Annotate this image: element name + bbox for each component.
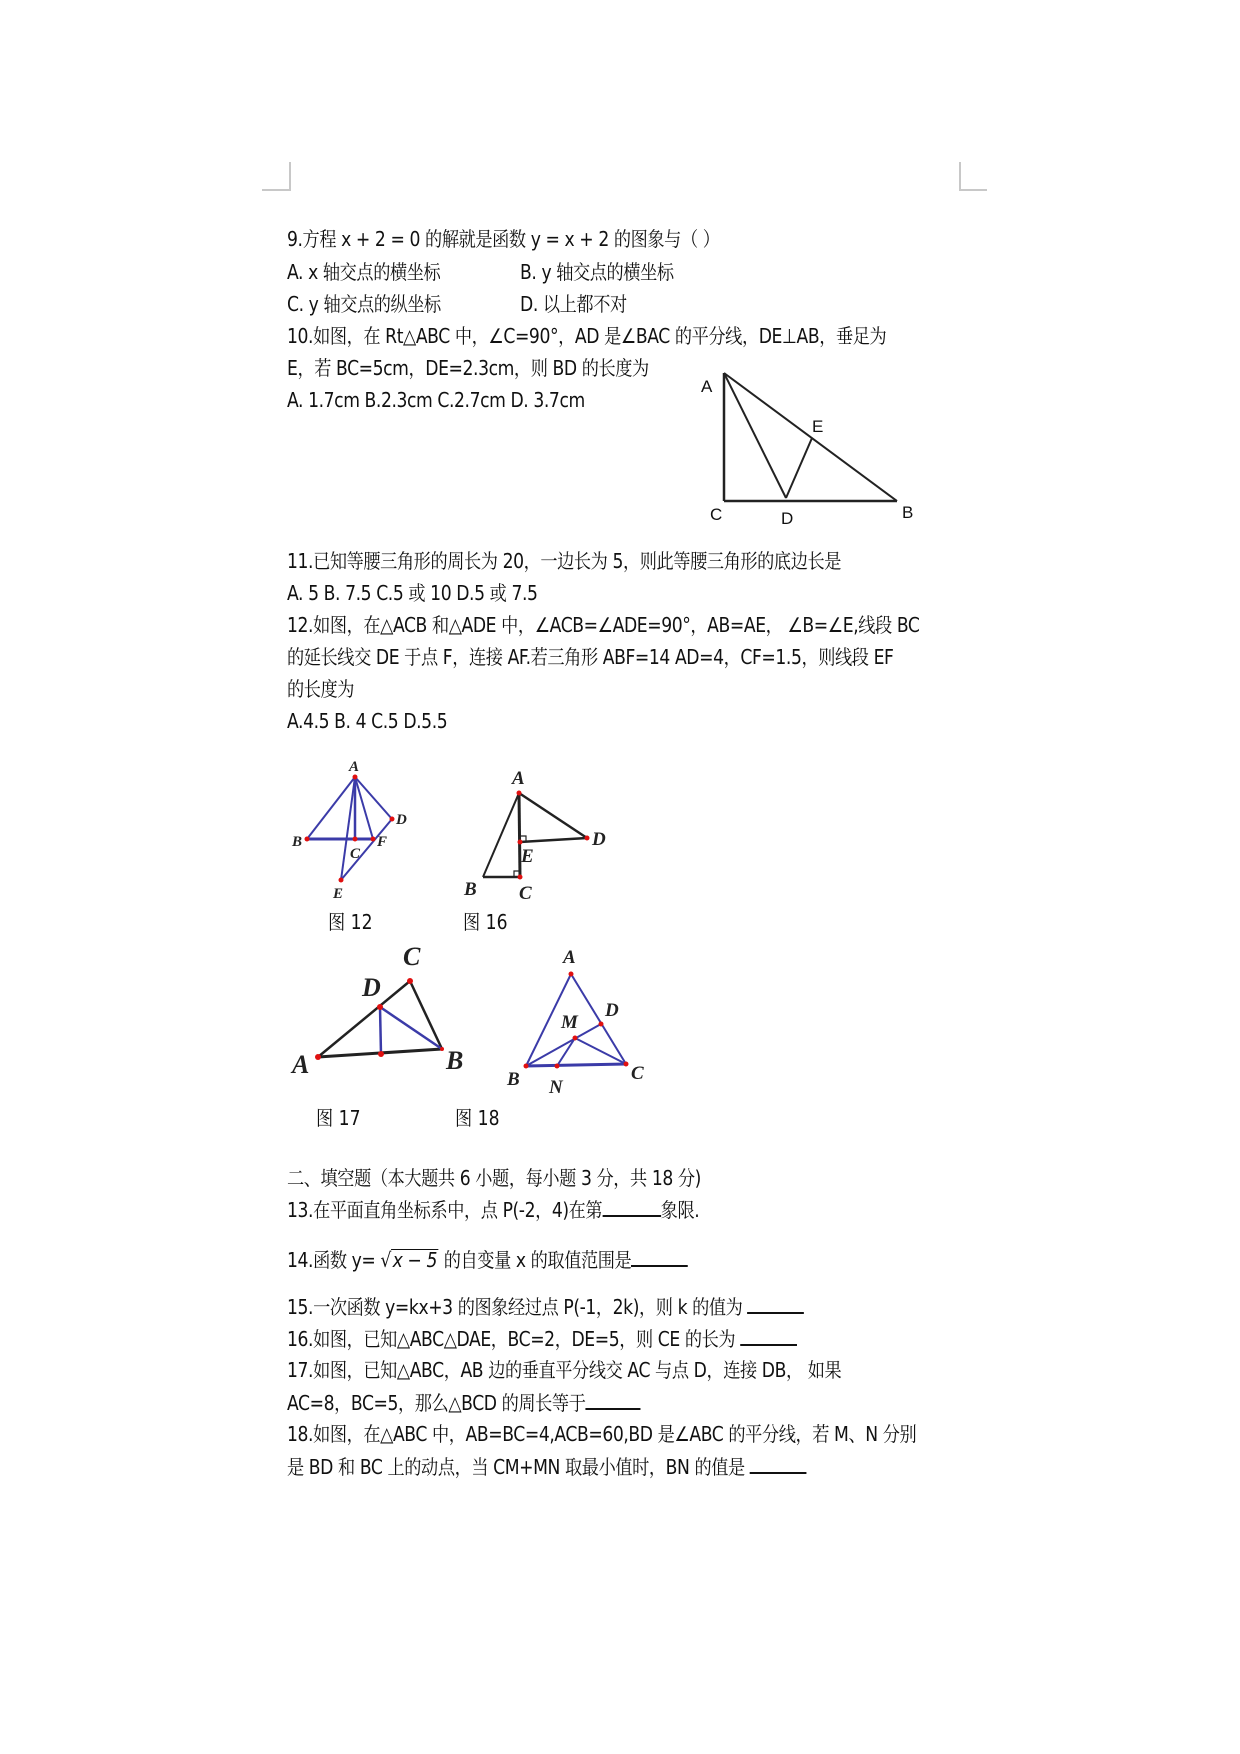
q12-stem-line2: 的延长线交 DE 于点 F，连接 AF.若三角形 ABF=14 AD=4，CF=1.5，则线段 EF: [287, 645, 894, 669]
q18-answer-blank[interactable]: [750, 1454, 807, 1474]
q16: [287, 1326, 797, 1351]
figure-17: [318, 981, 442, 1057]
q14-answer-blank[interactable]: [631, 1247, 688, 1267]
corner-mark-top-left-vertical: [289, 162, 291, 191]
fig12-label-f: F: [377, 834, 388, 850]
q11-options: A. 5 B. 7.5 C.5 或 10 D.5 或 7.5: [287, 581, 538, 605]
figure-16: [483, 793, 587, 877]
fig16-label-d: D: [592, 829, 606, 850]
figure-12: [307, 777, 392, 880]
fig16-label-b: B: [464, 879, 477, 900]
q9-option-c: C. y 轴交点的纵坐标: [287, 292, 441, 316]
fig17-label-b: B: [446, 1046, 464, 1075]
q18-line1: 18.如图，在△ABC 中，AB=BC=4,ACB=60,BD 是∠ABC 的平分线，若 M、N 分别: [287, 1422, 917, 1446]
q12-options: A.4.5 B. 4 C.5 D.5.5: [287, 709, 448, 733]
fig17-label-d: D: [362, 973, 381, 1002]
q17-line1: 17.如图，已知△ABC，AB 边的垂直平分线交 AC 与点 D，连接 DB， 如果: [287, 1358, 842, 1382]
fig12-label-e: E: [333, 886, 344, 902]
q13-answer-blank[interactable]: [602, 1197, 660, 1217]
q17-answer-blank[interactable]: [585, 1390, 640, 1410]
q17-line2: [287, 1390, 641, 1415]
q10-options: A. 1.7cm B.2.3cm C.2.7cm D. 3.7cm: [287, 388, 585, 412]
q15: [287, 1294, 804, 1319]
fig16-label-c: C: [519, 883, 532, 904]
q16-text: 16.如图，已知△ABC△DAE，BC=2，DE=5，则 CE 的长为: [287, 1327, 741, 1351]
q12-stem-line3: 的长度为: [287, 677, 355, 701]
q15-answer-blank[interactable]: [747, 1294, 804, 1314]
fig16-label-a: A: [512, 768, 525, 789]
q13: [287, 1197, 699, 1222]
q10-label-e: E: [812, 417, 824, 436]
q10-label-d: D: [781, 509, 794, 528]
fig18-label-c: C: [631, 1063, 644, 1084]
sqrt-sign-icon: √: [380, 1248, 391, 1272]
q14-radicand: x − 5: [392, 1248, 438, 1272]
caption-fig16: 图 16: [463, 910, 508, 934]
caption-fig12: 图 12: [328, 910, 373, 934]
q18-line2-text: 是 BD 和 BC 上的动点，当 CM+MN 取最小值时，BN 的值是: [287, 1455, 750, 1479]
q14-suffix: 的自变量 x 的取值范围是: [438, 1248, 632, 1272]
section-2-heading: 二、填空题（本大题共 6 小题，每小题 3 分，共 18 分): [287, 1166, 701, 1190]
q9-option-b: B. y 轴交点的横坐标: [520, 260, 674, 284]
q14: [287, 1247, 688, 1272]
figure-18: [526, 974, 626, 1066]
q16-answer-blank[interactable]: [740, 1326, 797, 1346]
caption-fig18: 图 18: [455, 1106, 500, 1130]
q9-stem: 9.方程 x + 2 = 0 的解就是函数 y = x + 2 的图象与（ ）: [287, 227, 720, 251]
q15-text: 15.一次函数 y=kx+3 的图象经过点 P(-1，2k)，则 k 的值为: [287, 1295, 748, 1319]
q14-prefix: 14.函数 y=: [287, 1248, 381, 1272]
fig18-label-d: D: [605, 1000, 619, 1021]
fig12-label-a: A: [349, 759, 360, 775]
q11-stem: 11.已知等腰三角形的周长为 20，一边长为 5，则此等腰三角形的底边长是: [287, 549, 842, 573]
fig16-label-e: E: [521, 846, 534, 867]
fig12-label-d: D: [396, 812, 407, 828]
q10-stem-line2: E，若 BC=5cm，DE=2.3cm，则 BD 的长度为: [287, 356, 649, 380]
fig18-label-n: N: [549, 1077, 563, 1098]
q13-suffix: 象限.: [660, 1198, 700, 1222]
q9-option-d: D. 以上都不对: [520, 292, 627, 316]
q17-line2-text: AC=8，BC=5，那么△BCD 的周长等于: [287, 1391, 586, 1415]
q9-option-a: A. x 轴交点的横坐标: [287, 260, 441, 284]
fig12-label-c: C: [350, 846, 361, 862]
fig18-label-b: B: [507, 1069, 520, 1090]
q10-label-c: C: [710, 505, 723, 524]
q13-prefix: 13.在平面直角坐标系中，点 P(-2，4)在第: [287, 1198, 603, 1222]
corner-mark-top-right-vertical: [959, 162, 961, 191]
caption-fig17: 图 17: [316, 1106, 361, 1130]
fig18-label-a: A: [563, 947, 576, 968]
q18-line2: [287, 1454, 807, 1479]
q12-stem-line1: 12.如图，在△ACB 和△ADE 中，∠ACB=∠ADE=90°，AB=AE， ∠B=∠E,线段 BC: [287, 613, 920, 637]
q10-label-a: A: [701, 377, 713, 396]
fig12-label-b: B: [292, 834, 303, 850]
fig17-label-a: A: [292, 1050, 310, 1079]
fig17-label-c: C: [403, 942, 421, 971]
corner-mark-top-right-horizontal: [959, 189, 987, 191]
q10-stem-line1: 10.如图，在 Rt△ABC 中，∠C=90°，AD 是∠BAC 的平分线，DE⊥AB，垂足为: [287, 324, 887, 348]
q10-label-b: B: [902, 503, 914, 522]
fig18-label-m: M: [561, 1012, 578, 1033]
corner-mark-top-left-horizontal: [262, 189, 291, 191]
